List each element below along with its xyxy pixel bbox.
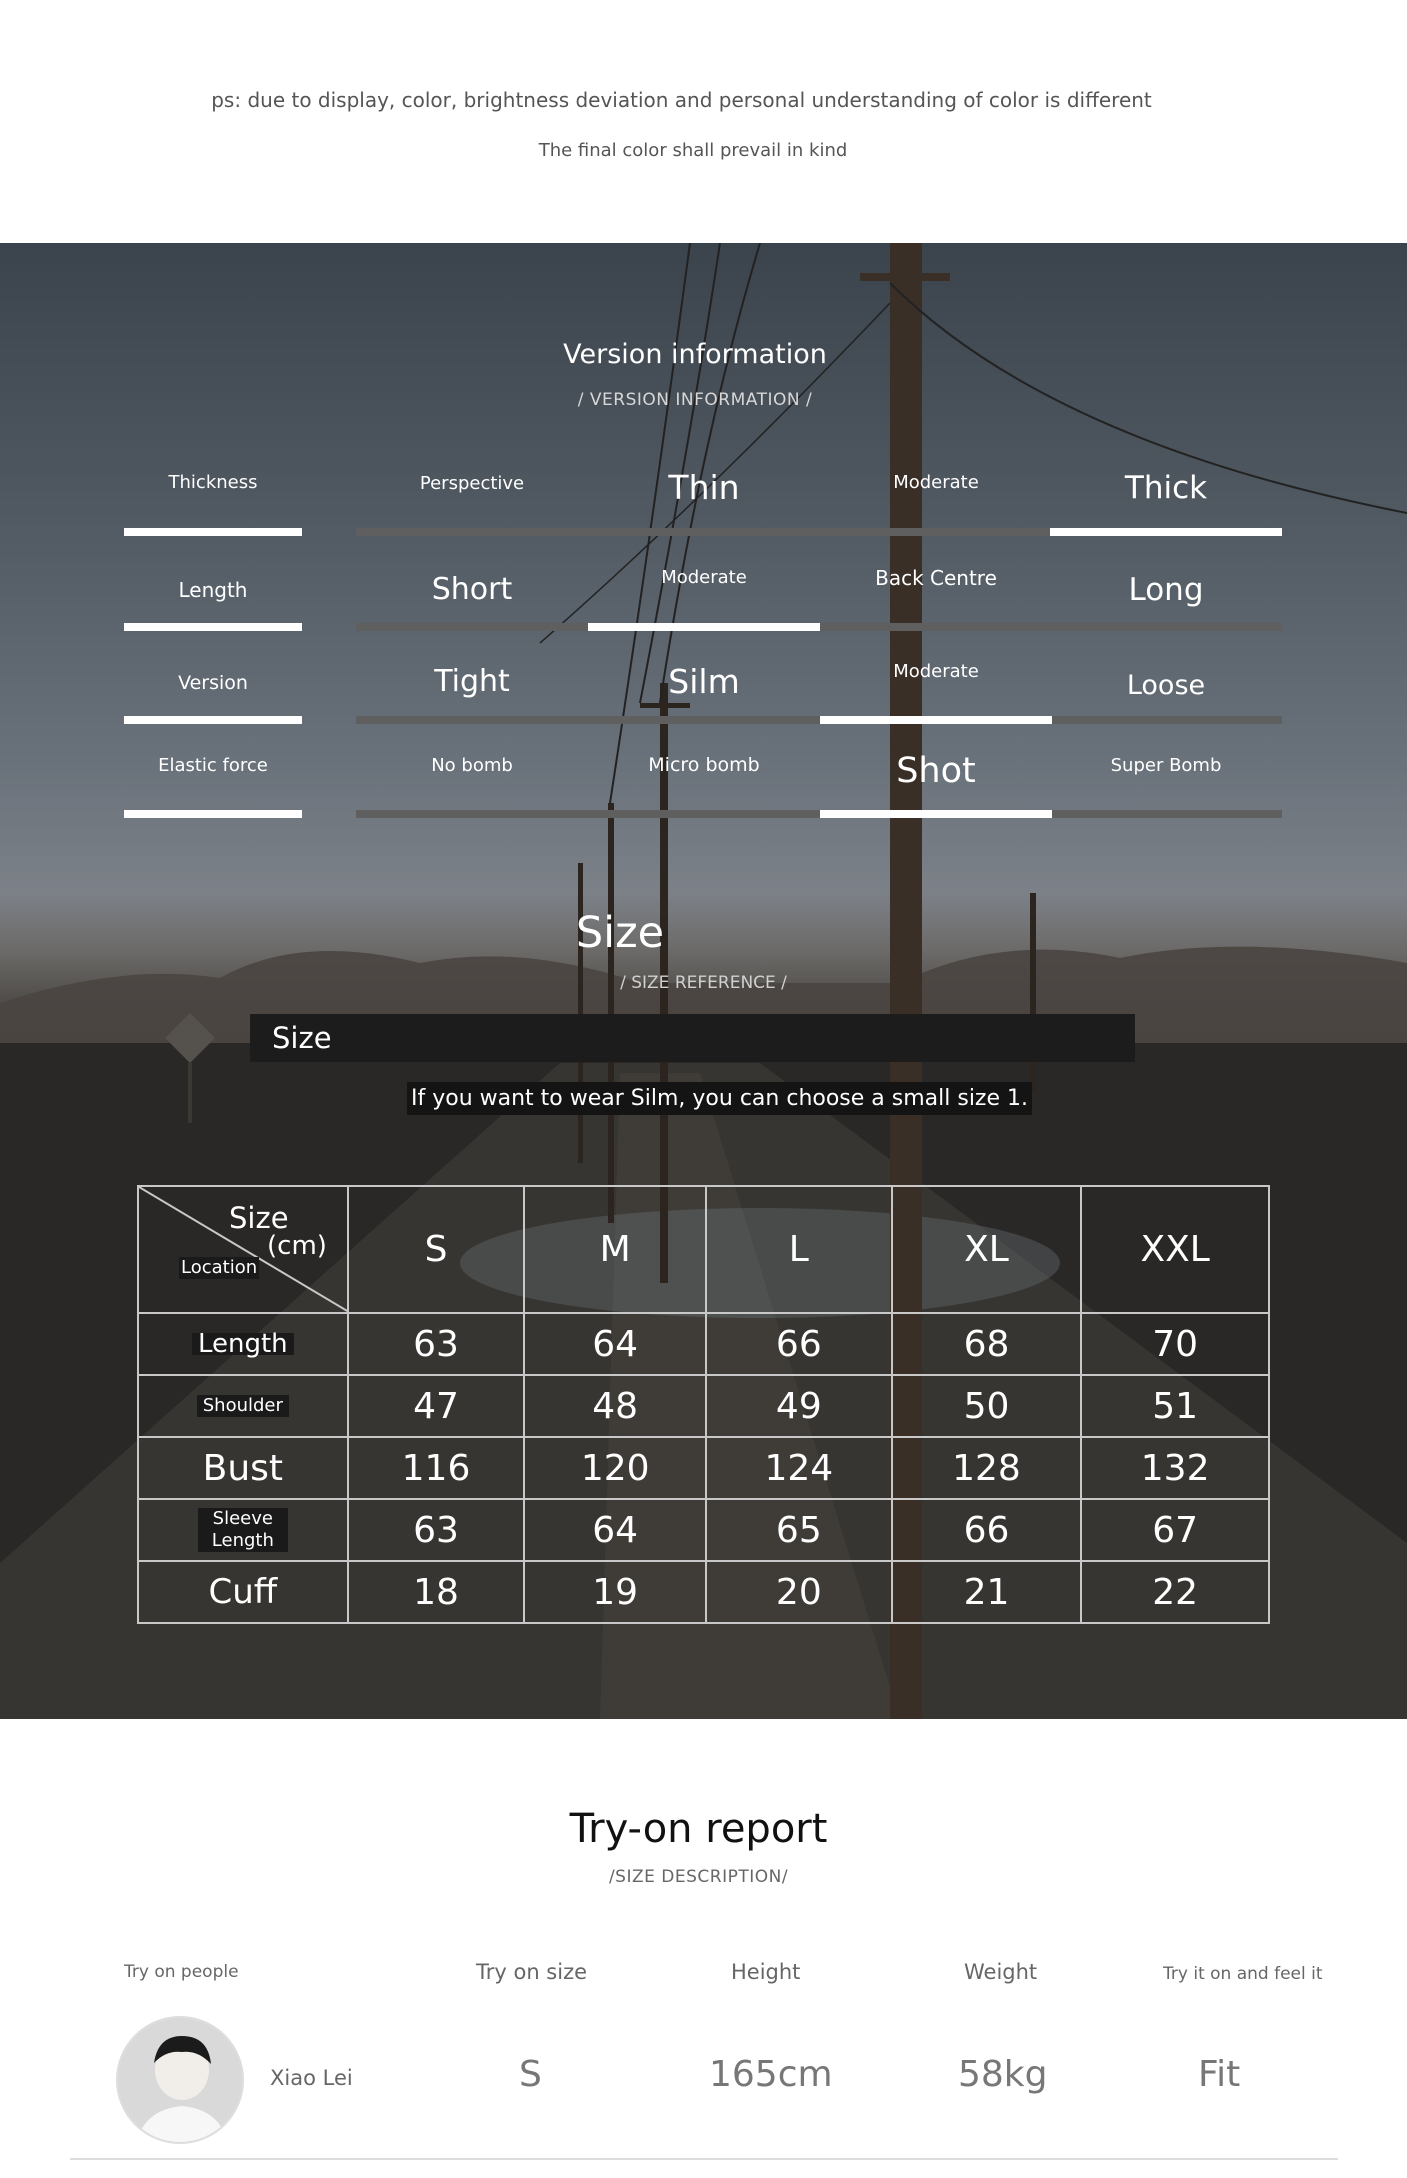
version-option: Long <box>1128 572 1204 608</box>
label-underline <box>124 810 302 818</box>
version-option: Silm <box>668 662 740 701</box>
person-name: Xiao Lei <box>270 2066 353 2090</box>
version-row-label: Thickness <box>168 472 258 493</box>
header-feel: Try it on and feel it <box>1163 1964 1323 1984</box>
size-column-header: L <box>706 1186 892 1313</box>
table-cell: 66 <box>892 1499 1082 1561</box>
label-underline <box>124 716 302 724</box>
row-label-length <box>138 1313 348 1375</box>
header-height: Height <box>731 1960 801 1984</box>
tryon-subtitle: /SIZE DESCRIPTION/ <box>608 1867 789 1887</box>
table-cell: 132 <box>1081 1437 1269 1499</box>
size-band-label: Size <box>272 1021 332 1055</box>
size-band <box>250 1014 1135 1062</box>
person-size: S <box>519 2054 542 2095</box>
table-row <box>138 1499 1269 1561</box>
row-label-sleeve-length <box>138 1499 348 1561</box>
version-option-selected: Shot <box>896 751 976 791</box>
size-table <box>137 1185 1270 1624</box>
version-row-elastic <box>0 753 1407 843</box>
table-cell: 22 <box>1081 1561 1269 1623</box>
version-option: Perspective <box>419 473 525 494</box>
row-label-shoulder <box>138 1375 348 1437</box>
version-option: Loose <box>1126 670 1206 701</box>
color-note-line1: ps: due to display, color, brightness deviation and personal understanding of color is different <box>211 88 1152 112</box>
table-cell: 49 <box>706 1375 892 1437</box>
version-scale-bar <box>356 716 1282 724</box>
size-advice: If you want to wear Silm, you can choose a small size 1. <box>407 1082 1032 1115</box>
table-cell: 48 <box>524 1375 706 1437</box>
size-column-header: XL <box>892 1186 1082 1313</box>
table-cell: 68 <box>892 1313 1082 1375</box>
row-label-text: Shoulder <box>197 1395 289 1417</box>
table-cell: 20 <box>706 1561 892 1623</box>
label-underline <box>124 623 302 631</box>
size-column-header: S <box>348 1186 525 1313</box>
table-cell: 50 <box>892 1375 1082 1437</box>
corner-unit-label: (cm) <box>267 1231 327 1261</box>
table-row <box>138 1561 1269 1623</box>
person-avatar-icon <box>118 2018 244 2144</box>
version-scale-selected <box>1050 528 1282 536</box>
version-row-thickness <box>0 470 1407 560</box>
table-cell: 128 <box>892 1437 1082 1499</box>
table-cell: 51 <box>1081 1375 1269 1437</box>
table-row <box>138 1375 1269 1437</box>
version-option: Moderate <box>893 472 979 493</box>
person-fit: Fit <box>1198 2054 1241 2095</box>
table-row <box>138 1437 1269 1499</box>
size-table-header-row <box>138 1186 1269 1313</box>
version-option: Short <box>431 572 513 607</box>
table-cell: 19 <box>524 1561 706 1623</box>
table-cell: 66 <box>706 1313 892 1375</box>
person-height: 165cm <box>709 2054 833 2095</box>
version-option: No bomb <box>431 755 513 776</box>
divider <box>70 2158 1338 2160</box>
row-label-cuff: Cuff <box>138 1561 348 1623</box>
table-cell: 124 <box>706 1437 892 1499</box>
table-cell: 63 <box>348 1499 525 1561</box>
table-cell: 70 <box>1081 1313 1269 1375</box>
version-info-title: Version information <box>563 339 827 370</box>
table-cell: 64 <box>524 1499 706 1561</box>
version-option-selected: Thick <box>1124 470 1208 506</box>
person-weight: 58kg <box>958 2054 1048 2095</box>
header-try-on-people: Try on people <box>124 1962 239 1982</box>
version-option: Micro bomb <box>648 754 760 776</box>
table-cell: 65 <box>706 1499 892 1561</box>
table-cell: 64 <box>524 1313 706 1375</box>
top-note-section <box>0 0 1407 243</box>
table-row <box>138 1313 1269 1375</box>
row-label-bust: Bust <box>138 1437 348 1499</box>
table-cell: 21 <box>892 1561 1082 1623</box>
version-option-selected: Moderate <box>661 567 747 588</box>
tryon-title: Try-on report <box>569 1806 828 1852</box>
avatar <box>116 2016 244 2144</box>
table-cell: 47 <box>348 1375 525 1437</box>
size-column-header: M <box>524 1186 706 1313</box>
size-subtitle: / SIZE REFERENCE / <box>620 973 787 993</box>
version-option: Back Centre <box>875 566 997 590</box>
header-try-on-size: Try on size <box>476 1960 588 1984</box>
size-title: Size <box>575 908 665 958</box>
version-scale-bar <box>356 810 1282 818</box>
header-weight: Weight <box>964 1960 1038 1984</box>
version-option: Super Bomb <box>1110 755 1222 776</box>
row-label-text: Length <box>192 1333 294 1355</box>
version-option-selected: Moderate <box>893 661 979 682</box>
size-column-header: XXL <box>1081 1186 1269 1313</box>
label-underline <box>124 528 302 536</box>
row-label-text: Sleeve Length <box>198 1508 288 1552</box>
color-note-line2: The final color shall prevail in kind <box>538 140 848 161</box>
table-cell: 67 <box>1081 1499 1269 1561</box>
version-row-label: Version <box>178 672 248 694</box>
size-table-corner <box>138 1186 348 1313</box>
version-size-section <box>0 243 1407 1719</box>
table-cell: 18 <box>348 1561 525 1623</box>
version-row-label: Elastic force <box>158 755 268 776</box>
version-option: Tight <box>434 664 510 699</box>
version-scale-selected <box>588 623 820 631</box>
version-scale-selected <box>820 716 1052 724</box>
version-row-label: Length <box>178 578 248 602</box>
version-scale-selected <box>820 810 1052 818</box>
version-row-length <box>0 566 1407 656</box>
corner-location-label: Location <box>181 1257 258 1278</box>
table-cell: 63 <box>348 1313 525 1375</box>
version-info-subtitle: / VERSION INFORMATION / <box>577 390 813 410</box>
version-row-version <box>0 660 1407 750</box>
version-option: Thin <box>668 468 740 507</box>
table-cell: 116 <box>348 1437 525 1499</box>
table-cell: 120 <box>524 1437 706 1499</box>
corner-size-label: Size <box>229 1201 289 1235</box>
